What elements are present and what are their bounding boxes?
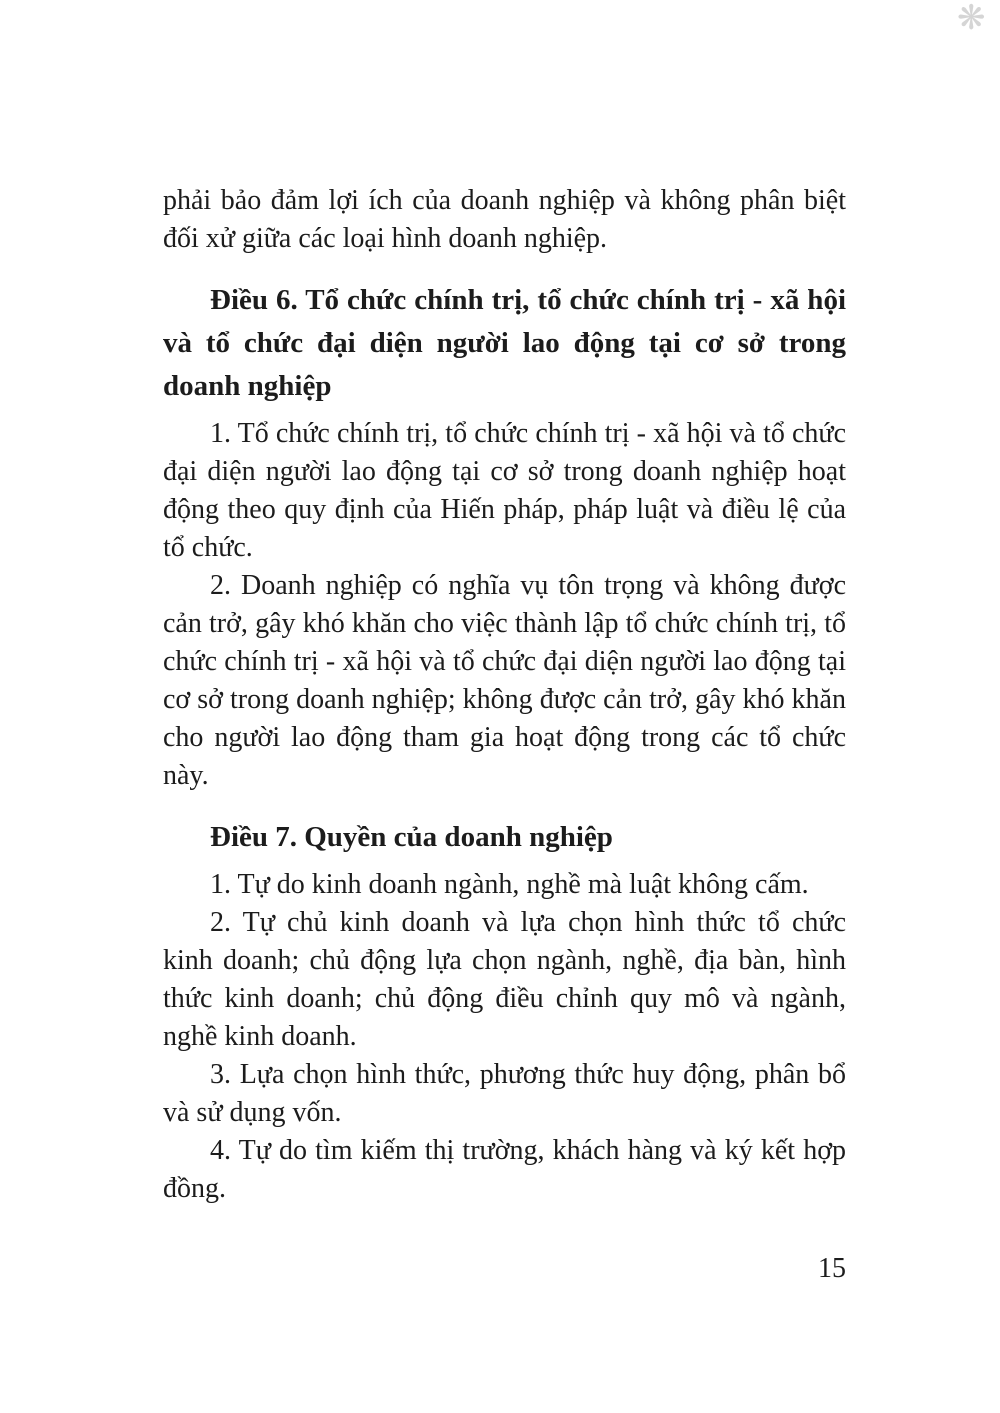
page-content (163, 182, 846, 1208)
article-7-heading: Điều 7. Quyền của doanh nghiệp (210, 821, 613, 853)
article-6-heading: Điều 6. Tổ chức chính trị, tổ chức chính trị - xã hội và tổ chức đại diện người lao động tại cơ sở trong doanh nghiệp (163, 284, 846, 402)
article-6-clause-2: 2. Doanh nghiệp có nghĩa vụ tôn trọng và không được cản trở, gây khó khăn cho việc thành lập tổ chức chính trị, tổ chức chính trị - xã hội và tổ chức đại diện người lao động tại cơ sở trong doanh nghiệp; không được cản trở, gây khó khăn cho người lao động tham gia hoạt động trong các tổ chức này. (163, 570, 846, 791)
page-number: 15 (818, 1253, 846, 1284)
flower-decoration-icon: ❋ (957, 0, 986, 37)
article-7-clause-2: 2. Tự chủ kinh doanh và lựa chọn hình thức tổ chức kinh doanh; chủ động lựa chọn ngành, nghề, địa bàn, hình thức kinh doanh; chủ động điều chỉnh quy mô và ngành, nghề kinh doanh. (163, 907, 846, 1052)
article-7-clause-1: 1. Tự do kinh doanh ngành, nghề mà luật không cấm. (210, 869, 809, 900)
article-7-clause-4: 4. Tự do tìm kiếm thị trường, khách hàng và ký kết hợp đồng. (163, 1135, 846, 1204)
article-7-clause-3: 3. Lựa chọn hình thức, phương thức huy động, phân bổ và sử dụng vốn. (163, 1059, 846, 1128)
intro-paragraph: phải bảo đảm lợi ích của doanh nghiệp và không phân biệt đối xử giữa các loại hình doanh nghiệp. (163, 185, 846, 254)
article-6-clause-1: 1. Tổ chức chính trị, tổ chức chính trị - xã hội và tổ chức đại diện người lao động tại cơ sở trong doanh nghiệp hoạt động theo quy định của Hiến pháp, pháp luật và điều lệ của tổ chức. (163, 418, 846, 563)
